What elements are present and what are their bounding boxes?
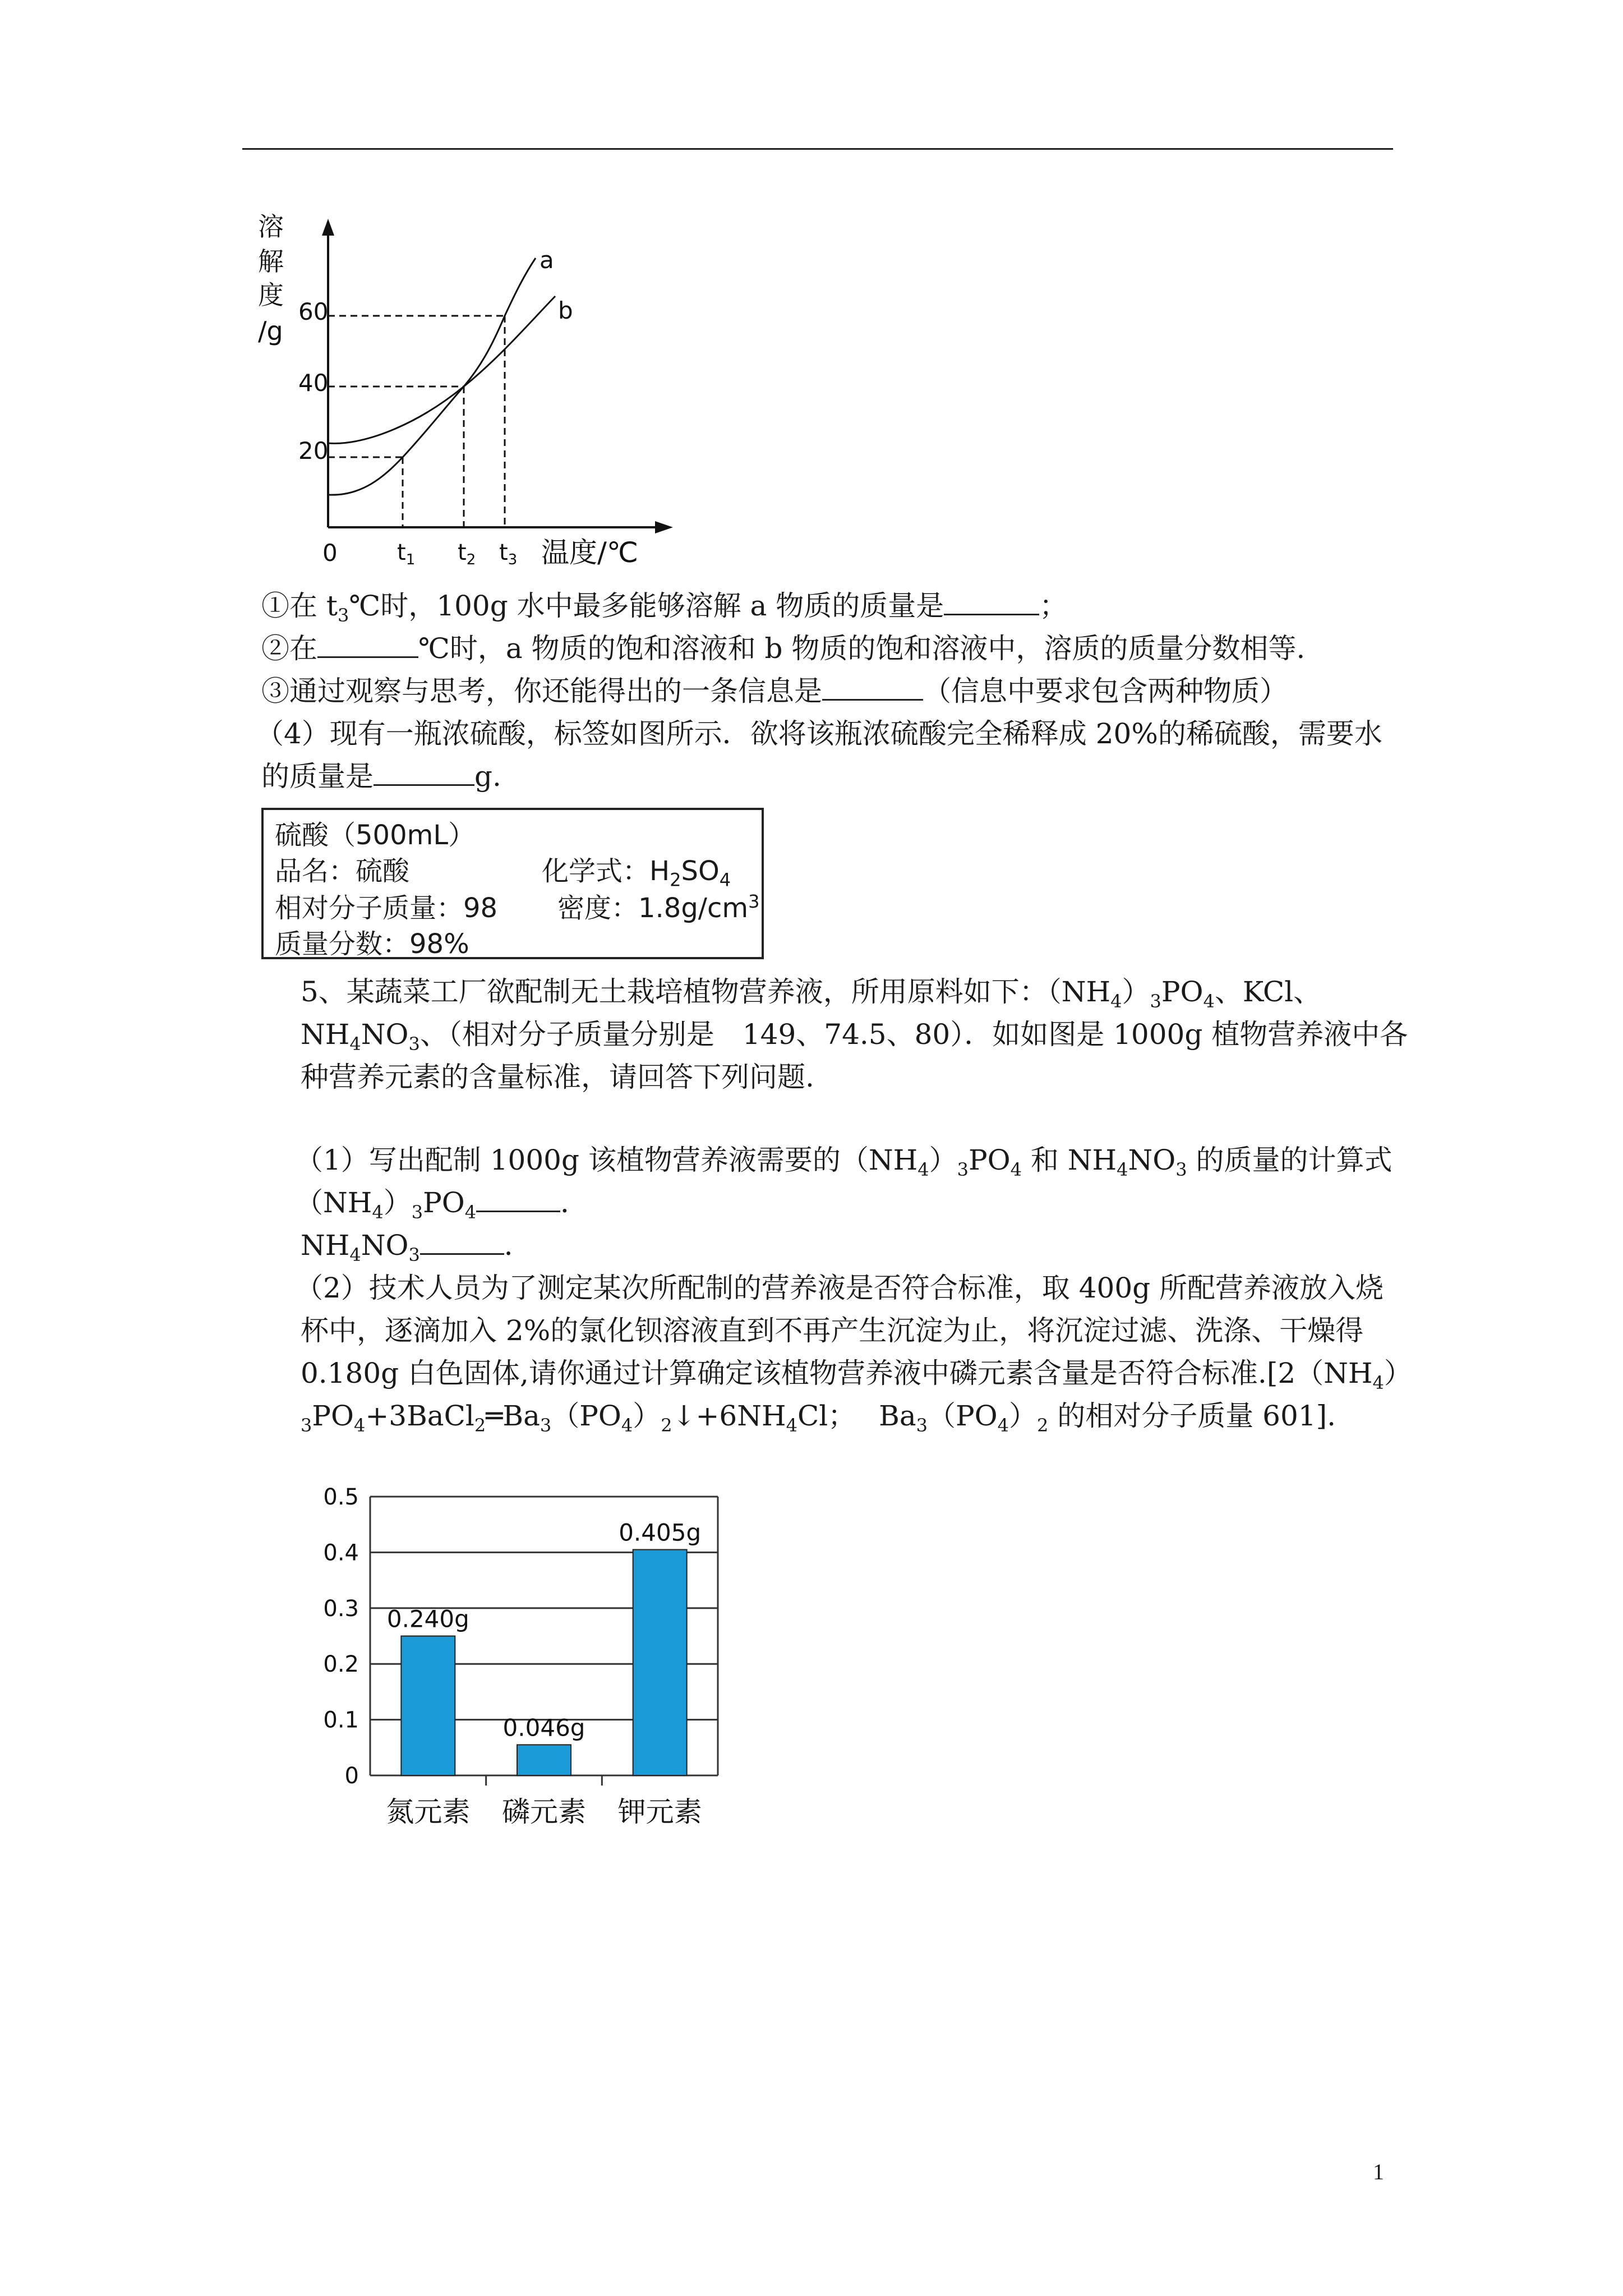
bar [633, 1549, 687, 1775]
series-label-b: b [558, 297, 573, 324]
category-label: 磷元素 [502, 1796, 586, 1828]
page-number: 1 [1373, 2159, 1384, 2184]
y-axis-arrow [322, 219, 334, 236]
answer-blank[interactable] [374, 760, 474, 786]
data-label: 0.046g [502, 1714, 585, 1742]
q4-line-1: （4）现有一瓶浓硫酸，标签如图所示．欲将该瓶浓硫酸完全稀释成 20%的稀硫酸，需要水 [256, 717, 1382, 750]
x-axis-arrow [655, 521, 673, 533]
bar [517, 1745, 571, 1775]
nutrient-bar-chart [292, 1475, 740, 1834]
bar [401, 1636, 455, 1776]
series-label-a: a [540, 246, 554, 274]
y-tick-label: 0.4 [323, 1540, 359, 1566]
y-tick-label: 20 [298, 437, 329, 464]
answer-blank[interactable] [420, 1228, 504, 1255]
category-label: 氮元素 [386, 1796, 471, 1828]
answer-blank[interactable] [476, 1186, 560, 1212]
answer-blank[interactable] [317, 632, 418, 658]
solubility-chart [247, 208, 707, 578]
q4-line-2: 的质量是 g. [261, 760, 501, 793]
y-axis-label-char: 溶 [258, 211, 284, 242]
origin-label: 0 [322, 539, 338, 567]
q5-para-line-2: $NH_4NO_3$、（相对分子质量分别是 149、74.5、80）．如如图是 1000g 植物营养液中各 [301, 1018, 1408, 1055]
y-tick-label: 0.2 [323, 1651, 359, 1678]
header-rule [242, 148, 1393, 150]
y-axis-label-char: 度 [258, 280, 284, 310]
label-mass: 相对分子质量：98 [275, 892, 498, 924]
x-tick-t3: $t_3$ [499, 540, 518, 568]
label-fraction: 质量分数：98% [275, 928, 469, 960]
q5-s2-line-2: 杯中，逐滴加入 2%的氯化钡溶液直到不再产生沉淀为止，将沉淀过滤、洗涤、干燥得 [301, 1314, 1364, 1347]
y-tick-label: 40 [298, 369, 329, 397]
label-density: 密度：$1.8g/cm^3$ [557, 891, 760, 924]
q5-s1-line-1: （1）写出配制 1000g 该植物营养液需要的$(NH_4)_3PO_4$ 和 $NH_4NO_3$ 的质量的计算式 [295, 1144, 1393, 1180]
y-tick-label: 0.3 [323, 1595, 359, 1622]
acid-label [261, 808, 764, 959]
label-name: 品名：硫酸 [275, 855, 410, 887]
y-tick-label: 0.1 [323, 1707, 359, 1733]
y-axis-label [258, 211, 284, 346]
x-tick-t1: $t_1$ [397, 540, 416, 568]
data-label: 0.405g [619, 1519, 702, 1547]
category-label: 钾元素 [617, 1796, 702, 1828]
q3-line-1: ①在 $t_3℃$时，100g 水中最多能够溶解 a 物质的质量是 ； [261, 590, 1068, 626]
q3-line-3: ③通过观察与思考，你还能得出的一条信息是 （信息中要求包含两种物质） [261, 675, 1288, 707]
q5-s1-line-2: $(NH_4)_3PO_4$ ． [295, 1186, 589, 1223]
answer-blank[interactable] [944, 589, 1039, 615]
label-title: 硫酸（500mL） [275, 820, 476, 851]
q3-line-2: ②在 ℃时，a 物质的饱和溶液和 b 物质的饱和溶液中，溶质的质量分数相等. [261, 632, 1306, 665]
label-formula: 化学式：$H_2SO_4$ [542, 855, 731, 891]
q5-s2-line-1: （2）技术人员为了测定某次所配制的营养液是否符合标准，取 400g 所配营养液放入烧 [295, 1272, 1384, 1304]
y-tick-label: 0 [344, 1763, 359, 1789]
x-axis-label: 温度/℃ [541, 536, 638, 569]
x-tick-t2: $t_2$ [458, 540, 476, 568]
q5-s2-line-4: $_3PO_4+3BaCl_2═Ba_3(PO_4)_2↓+6NH_4Cl$； $Ba_3(PO_4)_2$ 的相对分子质量 601]. [301, 1400, 1336, 1436]
answer-blank[interactable] [822, 674, 923, 701]
curve-b [328, 296, 555, 443]
data-label: 0.240g [386, 1605, 469, 1633]
q5-s1-line-3: $NH_4NO_3$ ． [301, 1229, 532, 1266]
q5-para-line-3: 种营养元素的含量标准，请回答下列问题. [301, 1061, 814, 1093]
y-tick-label: 60 [298, 298, 329, 325]
q5-s2-line-3: 0.180g 白色固体,请你通过计算确定该植物营养液中磷元素含量是否符合标准$.[2(NH_4)$ [301, 1357, 1412, 1393]
q5-para-line-1: 5、某蔬菜工厂欲配制无土栽培植物营养液，所用原料如下：$(NH_4)_3PO_4$、KCl、 [301, 976, 1322, 1012]
y-tick-label: 0.5 [323, 1484, 359, 1510]
y-axis-label-char: /g [258, 316, 283, 346]
y-axis-label-char: 解 [258, 246, 284, 277]
